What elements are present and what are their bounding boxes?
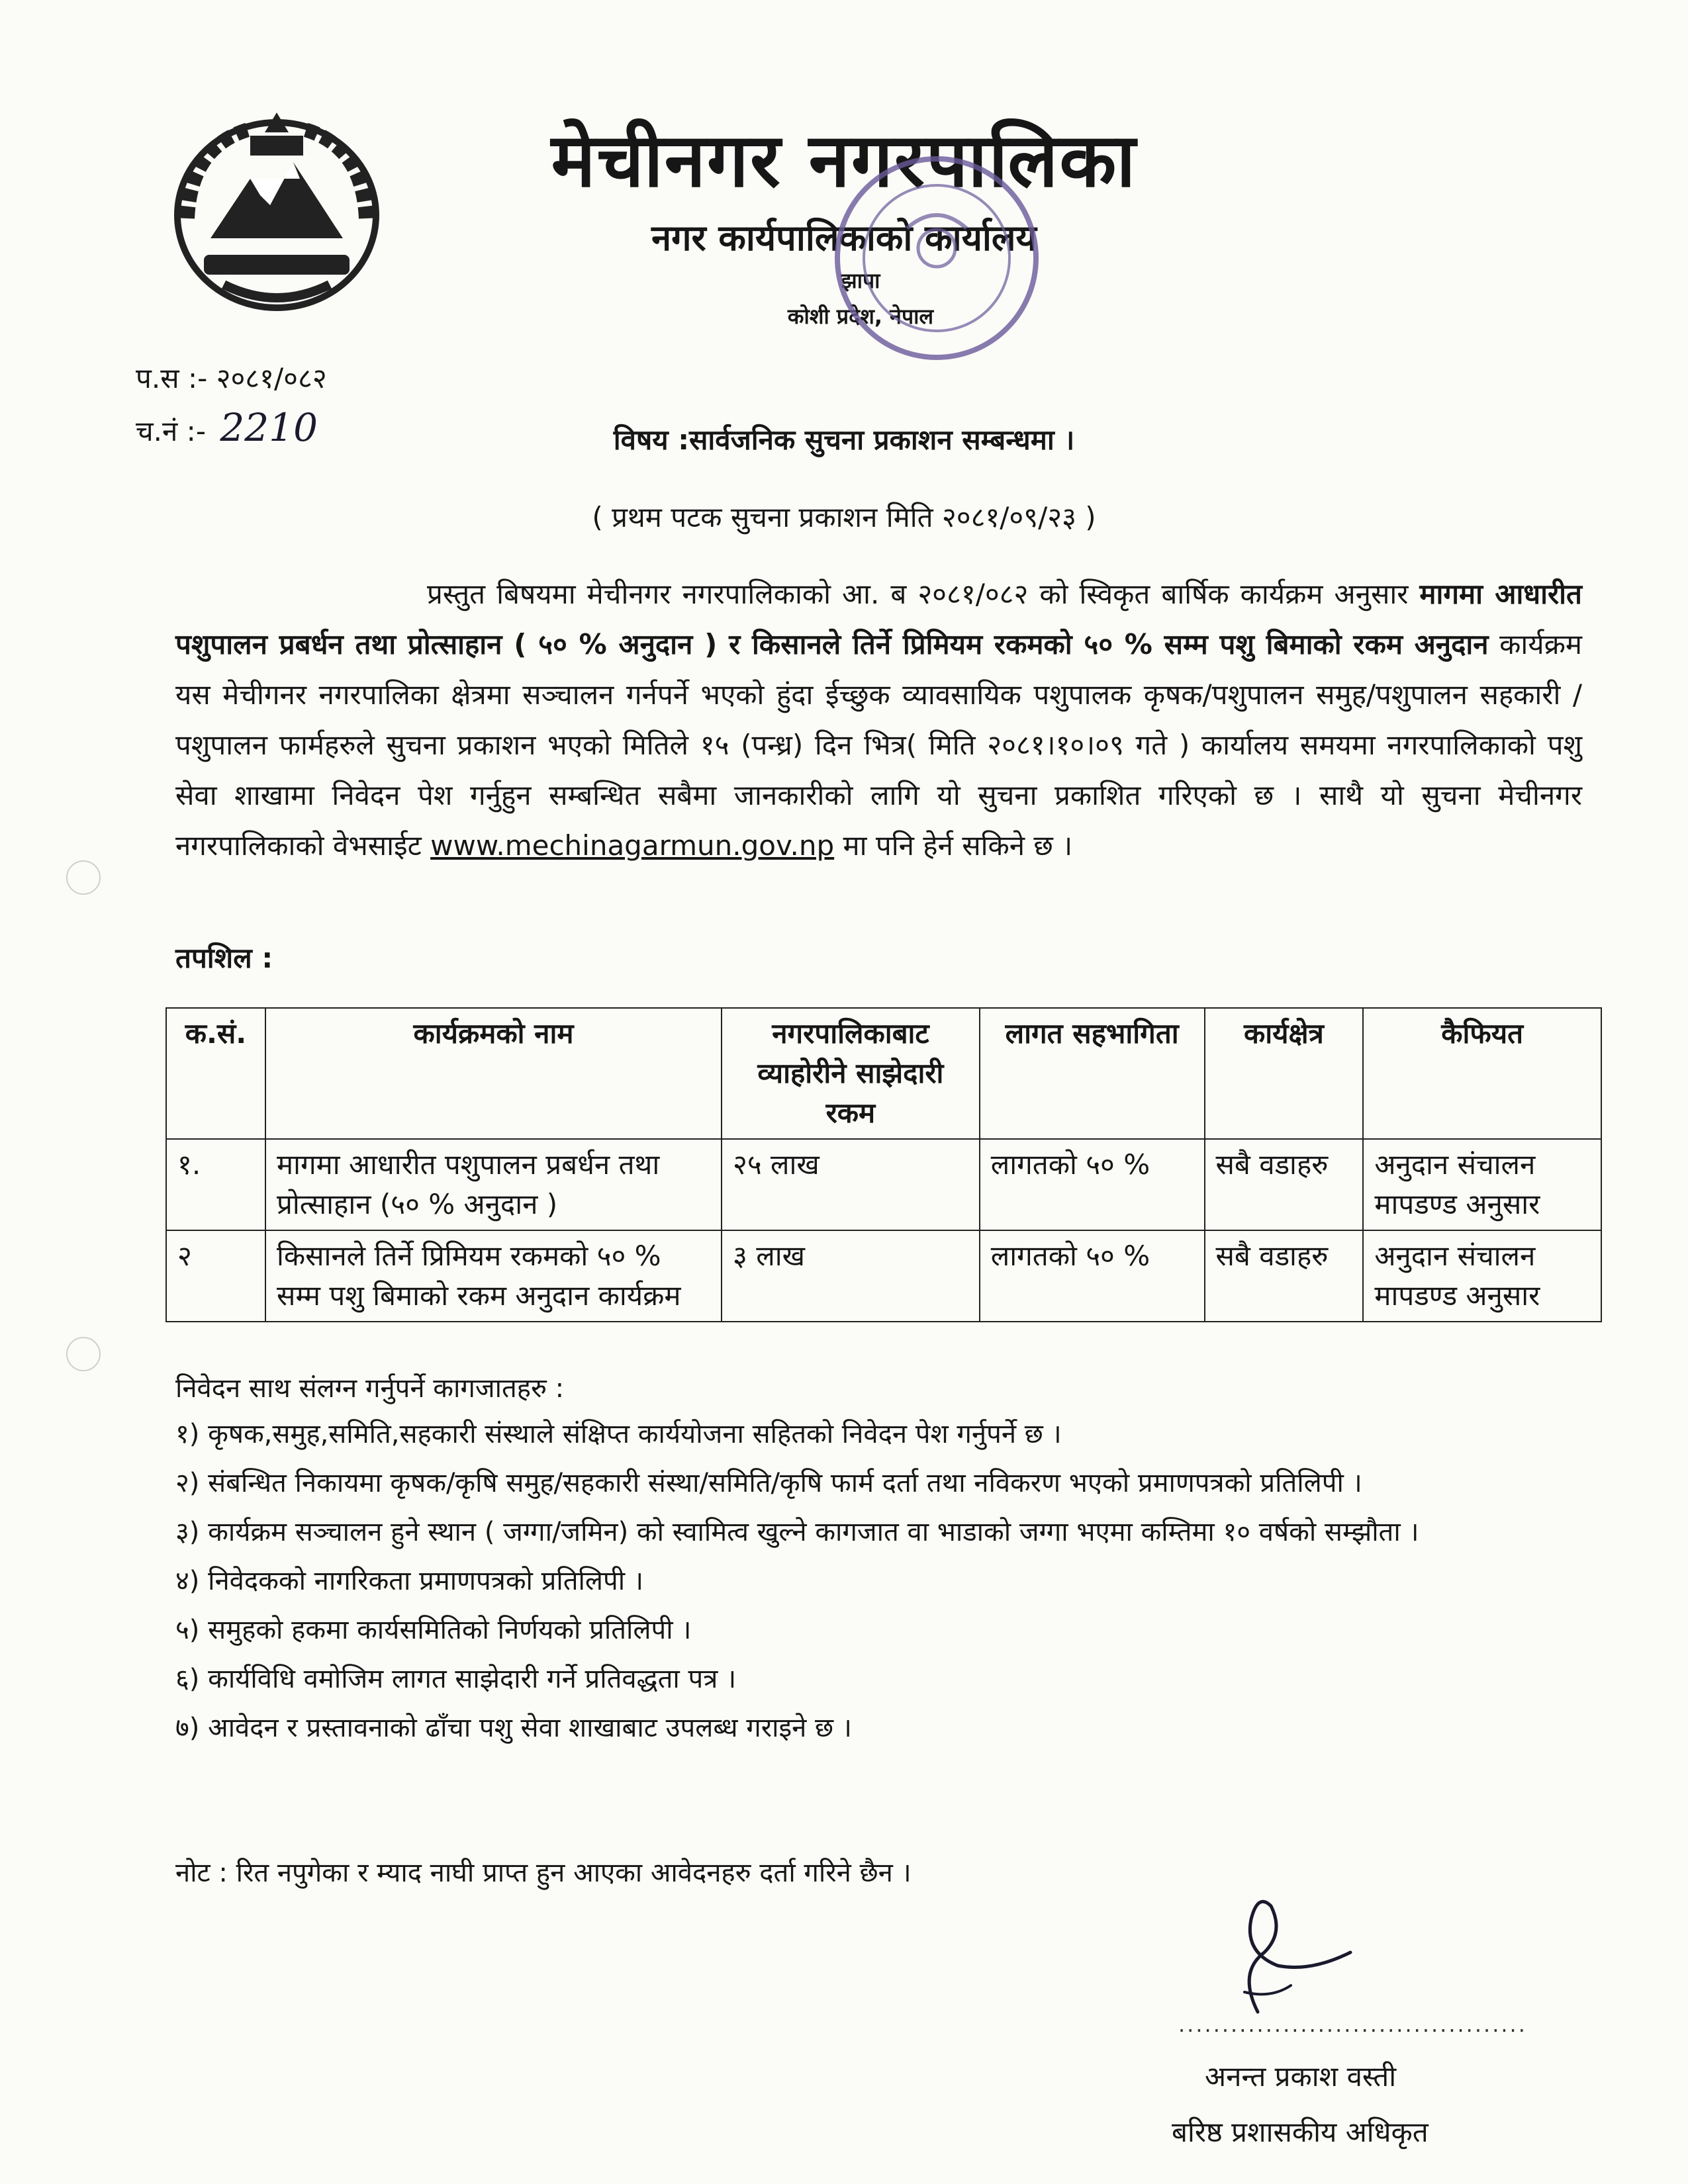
cell-municipal-share: २५ लाख xyxy=(722,1139,980,1230)
col-program-name: कार्यक्रमको नाम xyxy=(265,1008,722,1139)
website-link[interactable]: www.mechinagarmun.gov.np xyxy=(430,829,835,862)
office-title: मेचीनगर नगरपालिका xyxy=(551,118,1137,204)
cell-municipal-share: ३ लाख xyxy=(722,1230,980,1322)
col-serial: क.सं. xyxy=(166,1008,265,1139)
required-documents-list xyxy=(175,1411,1599,1754)
program-table xyxy=(165,1007,1602,1322)
list-item: ५) समुहको हकमा कार्यसमितिको निर्णयको प्रतिलिपी । xyxy=(175,1615,692,1645)
ref-value: २०८१/०८२ xyxy=(216,362,327,394)
list-item: ६) कार्यविधि वमोजिम लागत साझेदारी गर्ने प्रतिवद्धता पत्र । xyxy=(175,1664,737,1694)
cell-serial: १. xyxy=(166,1139,265,1230)
ref-label: प.स :- xyxy=(136,362,208,394)
details-heading: तपशिल : xyxy=(175,942,273,974)
list-item: ४) निवेदकको नागरिकता प्रमाणपत्रको प्रतिलिपी । xyxy=(175,1566,643,1596)
punch-hole xyxy=(66,1337,101,1371)
signature-line: ........................................ xyxy=(1178,2012,1527,2037)
punch-hole xyxy=(66,860,101,895)
col-remarks: कैफियत xyxy=(1363,1008,1601,1139)
signatory-name: अनन्त प्रकाश वस्ती xyxy=(1205,2060,1397,2093)
cell-remarks: अनुदान संचालन मापडण्ड अनुसार xyxy=(1363,1139,1601,1230)
reference-number xyxy=(136,359,327,396)
list-item: ७) आवेदन र प्रस्तावनाको ढाँचा पशु सेवा शाखाबाट उपलब्ध गराइने छ । xyxy=(175,1713,852,1743)
col-work-area: कार्यक्षेत्र xyxy=(1205,1008,1364,1139)
subject-line: विषय :सार्वजनिक सुचना प्रकाशन सम्बन्धमा । xyxy=(613,424,1075,456)
list-item: १) कृषक,समुह,समिति,सहकारी संस्थाले संक्षिप्त कार्ययोजना सहितको निवेदन पेश गर्नुपर्ने छ । xyxy=(175,1419,1062,1449)
cell-cost-sharing: लागतको ५० % xyxy=(980,1230,1205,1322)
body-program-names: मागमा आधारीत पशुपालन प्रबर्धन तथा प्रोत्साहान ( ५० % अनुदान ) र किसानले तिर्ने प्रिमियम रकमको ५० % सम्म पशु बिमाको रकम अनुदान xyxy=(175,578,1582,660)
cell-serial: २ xyxy=(166,1230,265,1322)
list-item: २) संबन्धित निकायमा कृषक/कृषि समुह/सहकारी संस्था/समिति/कृषि फार्म दर्ता तथा नविकरण भएको प्रमाणपत्रको प्रतिलिपी । xyxy=(175,1468,1362,1498)
office-stamp-icon xyxy=(827,149,1046,367)
notice-body xyxy=(175,569,1582,871)
list-item: ३) कार्यक्रम सञ्चालन हुने स्थान ( जग्गा/जमिन) को स्वामित्व खुल्ने कागजात वा भाडाको जग्गा भएमा कम्तिमा १० वर्षको सम्झौता । xyxy=(175,1517,1419,1547)
note-line: नोट : रित नपुगेका र म्याद नाघी प्राप्त हुन आएका आवेदनहरु दर्ता गरिने छैन । xyxy=(175,1858,912,1888)
dispatch-label: च.नं :- xyxy=(136,415,206,447)
body-intro: प्रस्तुत बिषयमा मेचीनगर नगरपालिकाको आ. ब २०८१/०८२ को स्विकृत बार्षिक कार्यक्रम अनुसार xyxy=(427,578,1409,610)
office-address: झापा xyxy=(841,268,880,293)
dispatch-value: 2210 xyxy=(220,405,318,450)
body-closing: मा पनि हेर्न सकिने छ । xyxy=(843,829,1073,862)
cell-work-area: सबै वडाहरु xyxy=(1205,1230,1364,1322)
first-publication-date: ( प्रथम पटक सुचना प्रकाशन मिति २०८१/०९/२३ ) xyxy=(592,501,1096,533)
office-subtitle: नगर कार्यपालिकाको कार्यालय xyxy=(651,217,1037,259)
cell-remarks: अनुदान संचालन मापडण्ड अनुसार xyxy=(1363,1230,1601,1322)
signatory-title: बरिष्ठ प्रशासकीय अधिकृत xyxy=(1172,2116,1429,2148)
handwritten-signature-icon xyxy=(1178,1893,1377,2025)
office-province: कोशी प्रदेश, नेपाल xyxy=(787,304,934,329)
table-row xyxy=(166,1139,1601,1230)
table-header-row xyxy=(166,1008,1601,1139)
col-cost-sharing: लागत सहभागिता xyxy=(980,1008,1205,1139)
cell-work-area: सबै वडाहरु xyxy=(1205,1139,1364,1230)
cell-program-name: किसानले तिर्ने प्रिमियम रकमको ५० % सम्म पशु बिमाको रकम अनुदान कार्यक्रम xyxy=(265,1230,722,1322)
cell-cost-sharing: लागतको ५० % xyxy=(980,1139,1205,1230)
required-documents-heading: निवेदन साथ संलग्न गर्नुपर्ने कागजातहरु : xyxy=(175,1373,565,1404)
col-municipal-share: नगरपालिकाबाट व्याहोरीने साझेदारी रकम xyxy=(722,1008,980,1139)
body-details: कार्यक्रम यस मेचीगनर नगरपालिका क्षेत्रमा सञ्चालन गर्नपर्ने भएको हुंदा ईच्छुक व्यावसायिक पशुपालक कृषक/पशुपालन समुह/पशुपालन सहकारी /पशुपालन फार्महरुले सुचना प्रकाशन भएको मितिले १५ (पन्ध्र) दिन भित्र( मिति २०८१।१०।०९ गते ) कार्यालय समयमा नगरपालिकाको पशु सेवा शाखामा निवेदन पेश गर्नुहुन सम्बन्धित सबैमा जानकारीको लागि यो सुचना प्रकाशित गरिएको छ । साथै यो सुचना मेचीनगर नगरपालिकाको वेभसाईट xyxy=(175,628,1582,862)
cell-program-name: मागमा आधारीत पशुपालन प्रबर्धन तथा प्रोत्साहान (५० % अनुदान ) xyxy=(265,1139,722,1230)
table-row xyxy=(166,1230,1601,1322)
